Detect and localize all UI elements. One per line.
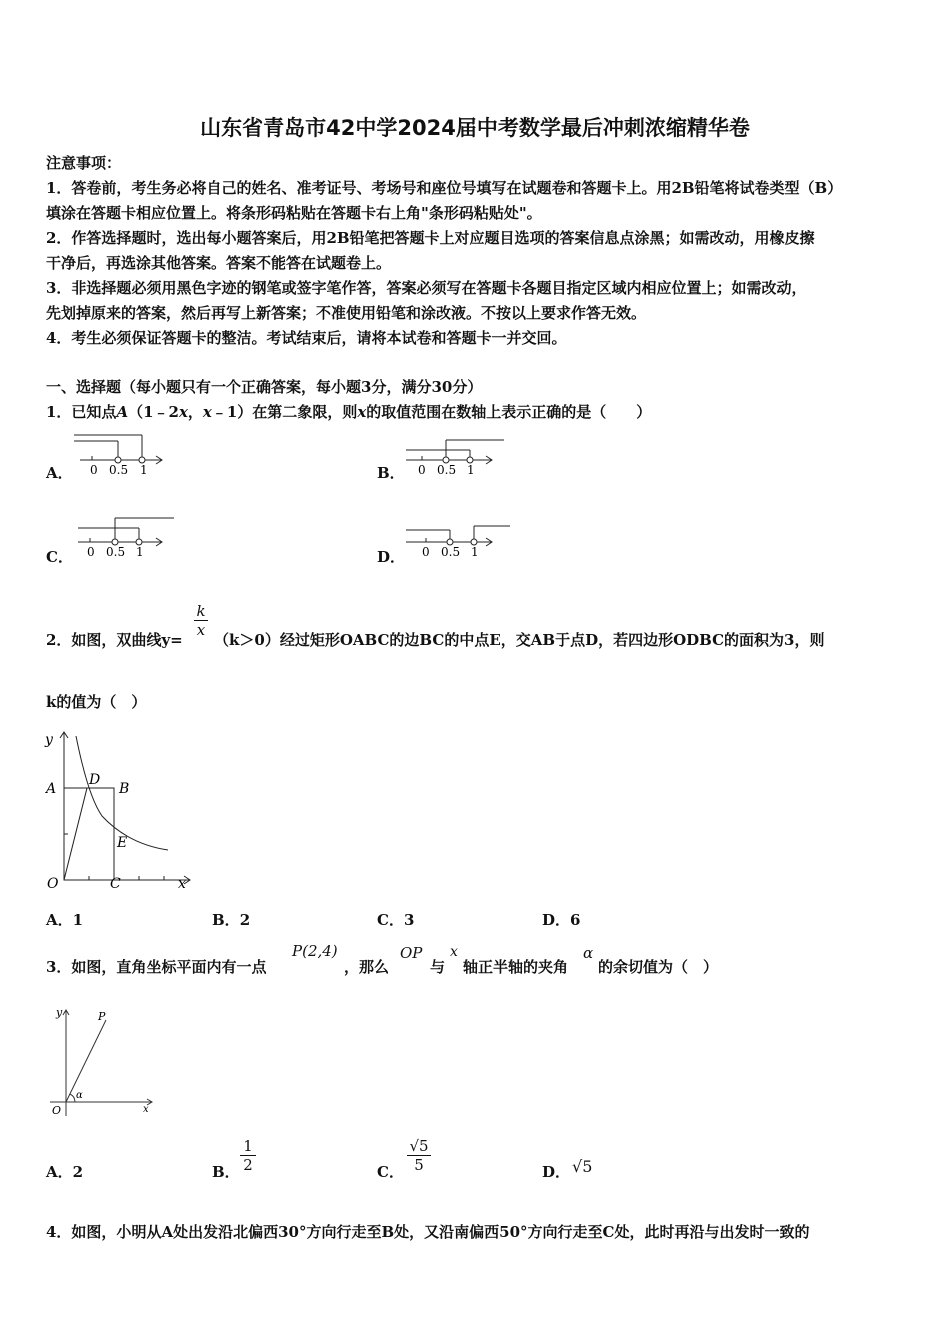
notice-line: 先划掉原来的答案，然后再写上新答案；不准使用铅笔和涂改液。不按以上要求作答无效。 <box>46 304 647 322</box>
notice-line: 干净后，再选涂其他答案。答案不能答在试题卷上。 <box>46 254 392 272</box>
label-e: E <box>117 835 128 851</box>
q3-option-d-value: √5 <box>572 1157 593 1176</box>
label-x: x <box>178 876 186 892</box>
question-3-stem: 与 <box>430 958 446 976</box>
label-d: D <box>89 772 101 788</box>
tick-0.5: 0.5 <box>109 463 129 477</box>
x-axis-symbol: x <box>450 944 458 960</box>
number-line-c <box>70 512 180 560</box>
tick-1: 1 <box>471 545 479 559</box>
number-line-a <box>70 430 170 478</box>
page-title: 山东省青岛市42中学2024届中考数学最后冲刺浓缩精华卷 <box>200 116 750 140</box>
q3-option-a: A．2 <box>46 1163 84 1181</box>
q2-option-c: C．3 <box>377 911 415 929</box>
q3-option-c-fraction: $\frac{√5}{5}$ <box>407 1137 431 1174</box>
label-x: x <box>143 1104 149 1115</box>
tick-0.5: 0.5 <box>441 545 461 559</box>
option-b-label: B． <box>377 464 405 482</box>
notice-line: 填涂在答题卡相应位置上。将条形码粘贴在答题卡右上角"条形码粘贴处"。 <box>46 204 542 222</box>
section-heading: 一、选择题（每小题只有一个正确答案，每小题3分，满分30分） <box>46 378 483 396</box>
tick-0: 0 <box>422 545 430 559</box>
label-p: P <box>98 1010 106 1023</box>
tick-1: 1 <box>136 545 144 559</box>
number-line-d <box>400 512 515 560</box>
tick-1: 1 <box>140 463 148 477</box>
figure-op-angle <box>42 1002 160 1120</box>
label-a: A <box>46 781 57 797</box>
label-alpha: α <box>76 1090 83 1101</box>
q3-option-c-label: C． <box>377 1163 404 1181</box>
notice-line: 4．考生必须保证答题卡的整洁。考试结束后，请将本试卷和答题卡一并交回。 <box>46 329 567 347</box>
label-o: O <box>52 1104 62 1117</box>
notice-line: 3．非选择题必须用黑色字迹的钢笔或签字笔作答，答案必须写在答题卡各题目指定区域内相应位置上；如需改动， <box>46 279 807 297</box>
tick-0: 0 <box>418 463 426 477</box>
tick-0: 0 <box>87 545 95 559</box>
question-1-stem: 1．已知点A（1﹣2x，x﹣1）在第二象限，则x的取值范围在数轴上表示正确的是（ ） <box>46 403 652 421</box>
q3-option-d-label: D． <box>542 1163 571 1181</box>
tick-1: 1 <box>467 463 475 477</box>
q2-option-b: B．2 <box>212 911 251 929</box>
segment-op: OP <box>400 944 423 962</box>
tick-0.5: 0.5 <box>106 545 126 559</box>
number-line-b <box>400 430 510 478</box>
q3-option-b-fraction: $\frac{1}{2}$ <box>240 1137 256 1174</box>
question-2-stem-start: 2．如图，双曲线y= <box>46 631 183 649</box>
question-3-stem-start: 3．如图，直角坐标平面内有一点 <box>46 958 267 976</box>
question-3-stem: ，那么 <box>344 958 390 976</box>
label-o: O <box>47 876 59 892</box>
question-2-stem: （k＞0）经过矩形OABC的边BC的中点E，交AB于点D，若四边形ODBC的面积为3，则 <box>214 631 825 649</box>
label-y: y <box>56 1006 63 1019</box>
notice-heading: 注意事项： <box>46 154 122 172</box>
question-4-stem: 4．如图，小明从A处出发沿北偏西30°方向行走至B处，又沿南偏西50°方向行走至C处，此时再沿与出发时一致的 <box>46 1223 810 1241</box>
option-c-label: C． <box>46 548 73 566</box>
q2-option-a: A．1 <box>46 911 84 929</box>
label-y: y <box>45 732 53 748</box>
tick-0: 0 <box>90 463 98 477</box>
question-3-stem-end: 的余切值为（ ） <box>598 958 719 976</box>
label-c: C <box>110 876 121 892</box>
option-a-label: A． <box>46 464 73 482</box>
q2-option-d: D．6 <box>542 911 581 929</box>
fraction-k-over-x: $\frac{k}{x}$ <box>194 602 208 639</box>
q3-option-b-label: B． <box>212 1163 240 1181</box>
figure-hyperbola-rectangle <box>40 726 200 896</box>
alpha-symbol: α <box>583 944 594 962</box>
option-d-label: D． <box>377 548 406 566</box>
point-p: P(2,4) <box>292 942 338 960</box>
notice-line: 2．作答选择题时，选出每小题答案后，用2B铅笔把答题卡上对应题目选项的答案信息点涂黑；如需改动，用橡皮擦 <box>46 229 815 247</box>
tick-0.5: 0.5 <box>437 463 457 477</box>
notice-line: 1．答卷前，考生务必将自己的姓名、准考证号、考场号和座位号填写在试题卷和答题卡上。用2B铅笔将试卷类型（B） <box>46 179 843 197</box>
label-b: B <box>119 781 130 797</box>
question-2-stem-end: k的值为（ ） <box>46 693 147 711</box>
question-3-stem: 轴正半轴的夹角 <box>463 958 569 976</box>
